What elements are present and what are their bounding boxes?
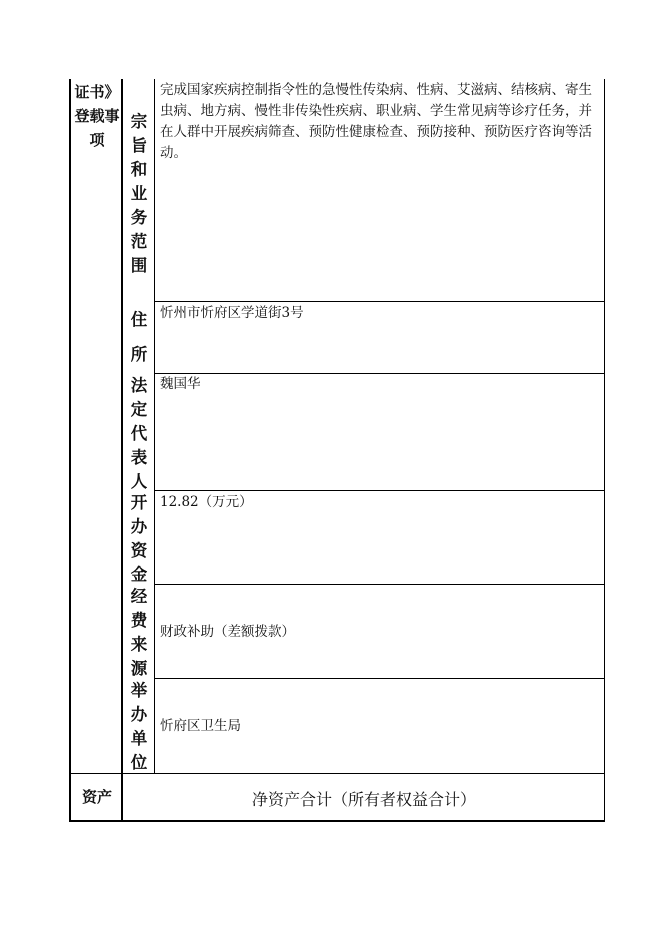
field-label-sponsor-unit: 举 办 单 位 bbox=[130, 681, 148, 772]
section-label-certificate-items: 证书》登载事项 bbox=[74, 83, 120, 149]
field-value-legal-representative: 魏国华 bbox=[160, 376, 201, 392]
field-value-sponsor-unit: 忻府区卫生局 bbox=[160, 718, 241, 734]
table-border-left bbox=[69, 79, 71, 822]
field-value-purpose-scope: 完成国家疾病控制指令性的急慢性传染病、性病、艾滋病、结核病、寄生虫病、地方病、慢性非传染性疾病、职业病、学生常见病等诊疗任务，并在人群中开展疾病筛查、预防性健康检查、预防接种、预防医疗咨询等活动。 bbox=[160, 82, 592, 161]
column-header-net-assets: 净资产合计（所有者权益合计） bbox=[251, 790, 476, 809]
table-divider-row bbox=[154, 301, 605, 302]
table-divider-row bbox=[154, 490, 605, 491]
field-label-startup-capital: 开 办 资 金 bbox=[130, 493, 148, 584]
table-divider-col2 bbox=[154, 79, 155, 774]
field-value-funding-source: 财政补助（差额拨款） bbox=[160, 624, 295, 640]
field-value-startup-capital: 12.82（万元） bbox=[160, 494, 253, 510]
table-divider-row bbox=[154, 678, 605, 679]
table-border-bottom bbox=[69, 820, 605, 822]
field-label-address: 住 所 bbox=[130, 309, 148, 365]
field-value-address: 忻州市忻府区学道街3号 bbox=[160, 305, 304, 321]
field-label-legal-representative: 法 定 代 表 人 bbox=[130, 376, 148, 491]
field-label-funding-source: 经 费 来 源 bbox=[130, 587, 148, 678]
field-label-purpose-scope: 宗 旨 和 业 务 范 围 bbox=[130, 112, 148, 275]
table-divider-row bbox=[154, 584, 605, 585]
row-label-assets: 资产 bbox=[81, 788, 112, 806]
table-border-right bbox=[604, 79, 605, 822]
table-divider-col1 bbox=[121, 79, 123, 822]
